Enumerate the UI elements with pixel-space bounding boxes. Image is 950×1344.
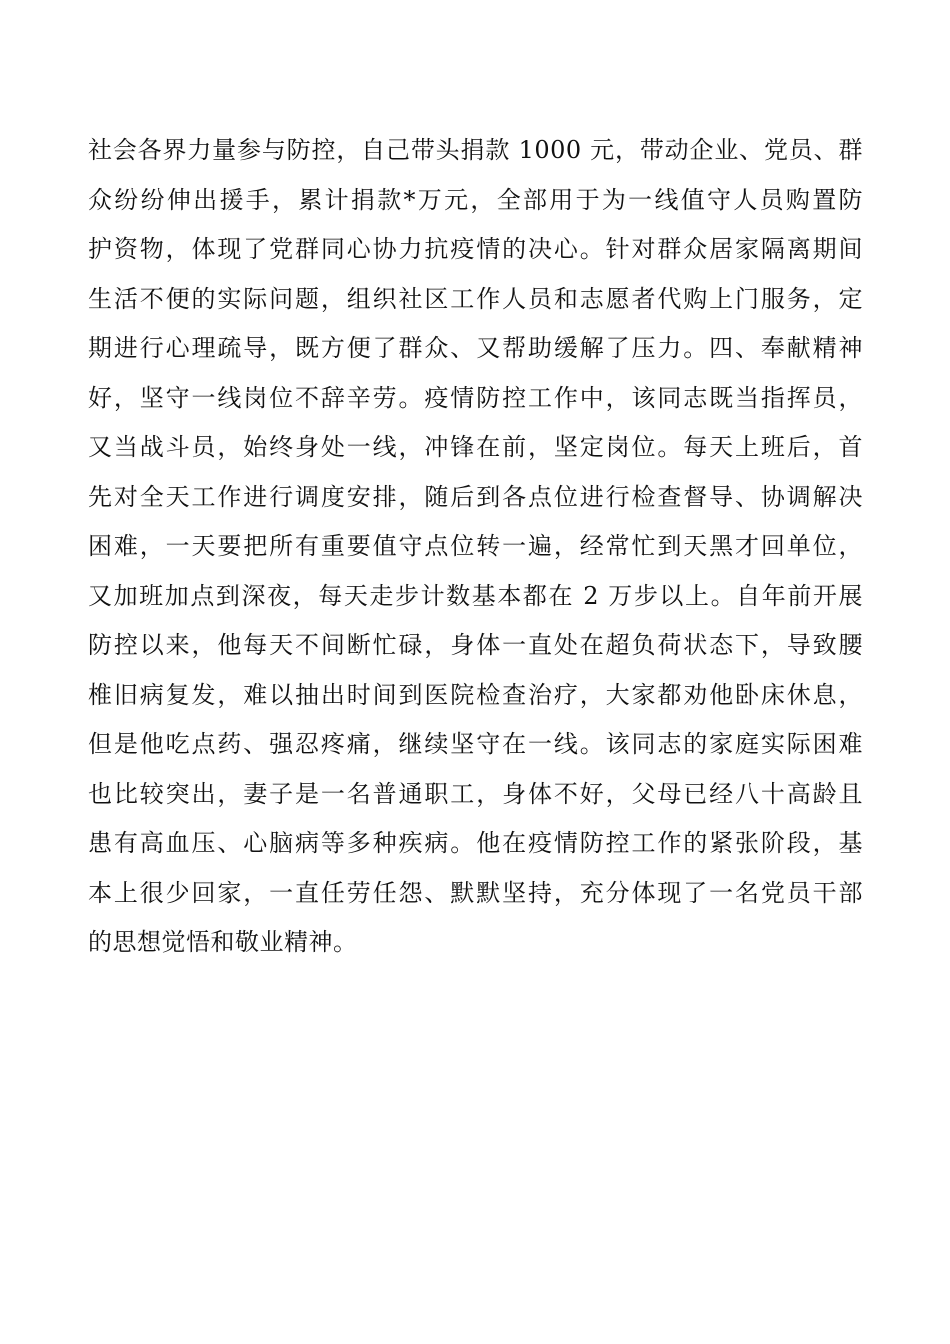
text-line: 众纷纷伸出援手，累计捐款*万元，全部用于为一线值守人员购置防 [88, 185, 863, 214]
text-line: 但是他吃点药、强忍疼痛，继续坚守在一线。该同志的家庭实际困难 [88, 730, 863, 758]
text-line: 好，坚守一线岗位不辞辛劳。疫情防控工作中，该同志既当指挥员， [88, 383, 863, 412]
text-line: 防控以来，他每天不间断忙碌，身体一直处在超负荷状态下，导致腰 [88, 631, 863, 659]
text-line: 又加班加点到深夜，每天走步计数基本都在 2 万步以上。自年前开展 [88, 581, 863, 610]
body-paragraph [88, 126, 863, 968]
text-line: 护资物，体现了党群同心协力抗疫情的决心。针对群众居家隔离期间 [88, 235, 863, 263]
text-line: 的思想觉悟和敬业精神。 [88, 928, 358, 956]
text-line: 椎旧病复发，难以抽出时间到医院检查治疗，大家都劝他卧床休息， [88, 680, 863, 709]
text-line: 又当战斗员，始终身处一线，冲锋在前，坚定岗位。每天上班后，首 [88, 433, 863, 461]
text-line: 也比较突出，妻子是一名普通职工，身体不好，父母已经八十高龄且 [88, 779, 863, 808]
text-line: 社会各界力量参与防控，自己带头捐款 1000 元，带动企业、党员、群 [88, 136, 863, 164]
text-line: 本上很少回家，一直任劳任怨、默默坚持，充分体现了一名党员干部 [88, 878, 863, 907]
text-line: 生活不便的实际问题，组织社区工作人员和志愿者代购上门服务，定 [88, 284, 863, 313]
text-line: 先对全天工作进行调度安排，随后到各点位进行检查督导、协调解决 [88, 482, 863, 511]
text-line: 患有高血压、心脑病等多种疾病。他在疫情防控工作的紧张阶段，基 [88, 829, 863, 857]
text-line: 期进行心理疏导，既方便了群众、又帮助缓解了压力。四、奉献精神 [88, 334, 863, 362]
text-line: 困难，一天要把所有重要值守点位转一遍，经常忙到天黑才回单位， [88, 532, 863, 560]
